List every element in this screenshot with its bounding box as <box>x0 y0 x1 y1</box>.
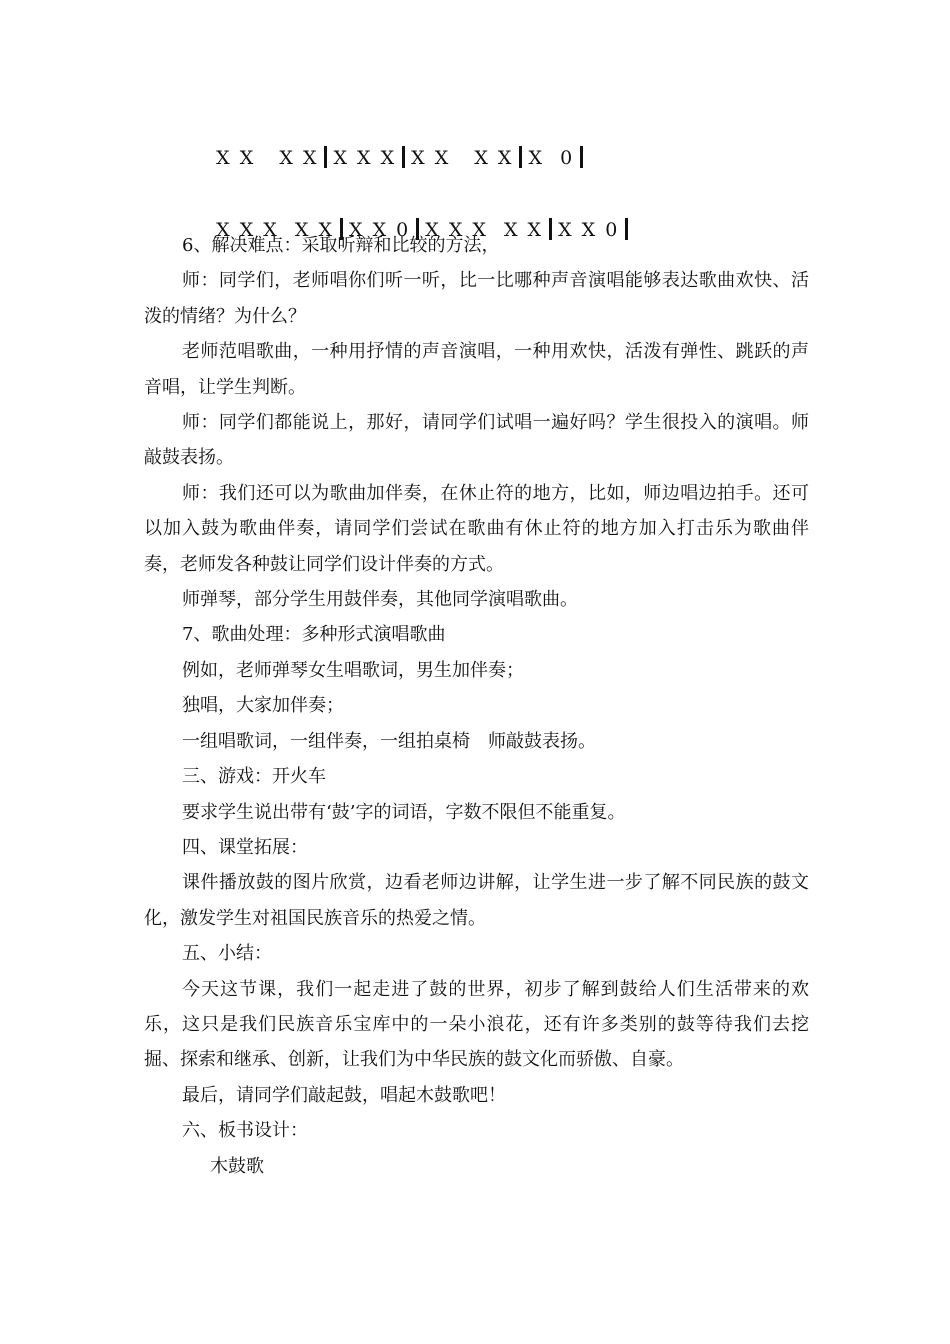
bar-line <box>402 146 405 168</box>
paragraph: 师弹琴，部分学生用鼓伴奏，其他同学演唱歌曲。 <box>182 589 578 611</box>
rhythm-group: X X 0 <box>349 219 411 241</box>
body-text <box>144 228 809 1184</box>
rhythm-line-1 <box>184 124 589 191</box>
rhythm-group: X X 0 <box>558 219 620 241</box>
paragraph: 老师范唱歌曲，一种用抒情的声音演唱，一种用欢快，活泼有弹性、跳跃的声音唱，让学生判断。 <box>144 341 809 398</box>
rhythm-group: X X X X <box>411 147 514 169</box>
section-heading: 六、板书设计： <box>182 1120 308 1142</box>
rhythm-group: X X X X <box>216 147 319 169</box>
board-title: 木鼓歌 <box>210 1155 264 1177</box>
paragraph: 要求学生说出带有‘鼓’字的词语，字数不限但不能重复。 <box>182 801 626 823</box>
paragraph: 最后，请同学们敲起鼓，唱起木鼓歌吧！ <box>182 1084 506 1106</box>
section-heading: 三、游戏：开火车 <box>182 766 326 788</box>
rhythm-group: X 0 <box>528 147 575 169</box>
rhythm-group: X X X <box>333 147 397 169</box>
step-heading: 6、解决难点：采取听辩和比较的方法， <box>182 235 500 256</box>
rhythm-group: X X X X X <box>216 219 335 241</box>
bar-line <box>580 146 583 168</box>
rhythm-group: X X X X X <box>425 219 544 241</box>
paragraph: 今天这节课，我们一起走进了鼓的世界，初步了解到鼓给人们生活带来的欢乐，这只是我们民族音乐宝库中的一朵小浪花，还有许多类别的鼓等待我们去挖掘、探索和继承、创新，让我们为中华民族的鼓文化而骄傲、自豪。 <box>144 978 809 1071</box>
paragraph: 独唱，大家加伴奏； <box>182 695 344 717</box>
paragraph: 师：同学们，老师唱你们听一听，比一比哪种声音演唱能够表达歌曲欢快、活泼的情绪？为什么？ <box>144 270 809 327</box>
section-heading: 五、小结： <box>182 943 272 965</box>
paragraph: 师：我们还可以为歌曲加伴奏，在休止符的地方，比如，师边唱边拍手。还可以加入鼓为歌曲伴奏，请同学们尝试在歌曲有休止符的地方加入打击乐为歌曲伴奏，老师发各种鼓让同学们设计伴奏的方式。 <box>144 482 809 575</box>
step-heading: 7、歌曲处理：多种形式演唱歌曲 <box>182 624 446 646</box>
bar-line <box>324 146 327 168</box>
bar-line <box>519 146 522 168</box>
paragraph: 师：同学们都能说上，那好，请同学们试唱一遍好吗？学生很投入的演唱。师敲鼓表扬。 <box>144 412 809 469</box>
section-heading: 四、课堂拓展： <box>182 836 308 858</box>
paragraph: 课件播放鼓的图片欣赏，边看老师边讲解，让学生进一步了解不同民族的鼓文化，激发学生对祖国民族音乐的热爱之情。 <box>144 872 809 929</box>
paragraph: 一组唱歌词，一组伴奏，一组拍桌椅 师敲鼓表扬。 <box>182 730 596 752</box>
paragraph: 例如，老师弹琴女生唱歌词，男生加伴奏； <box>182 659 524 681</box>
